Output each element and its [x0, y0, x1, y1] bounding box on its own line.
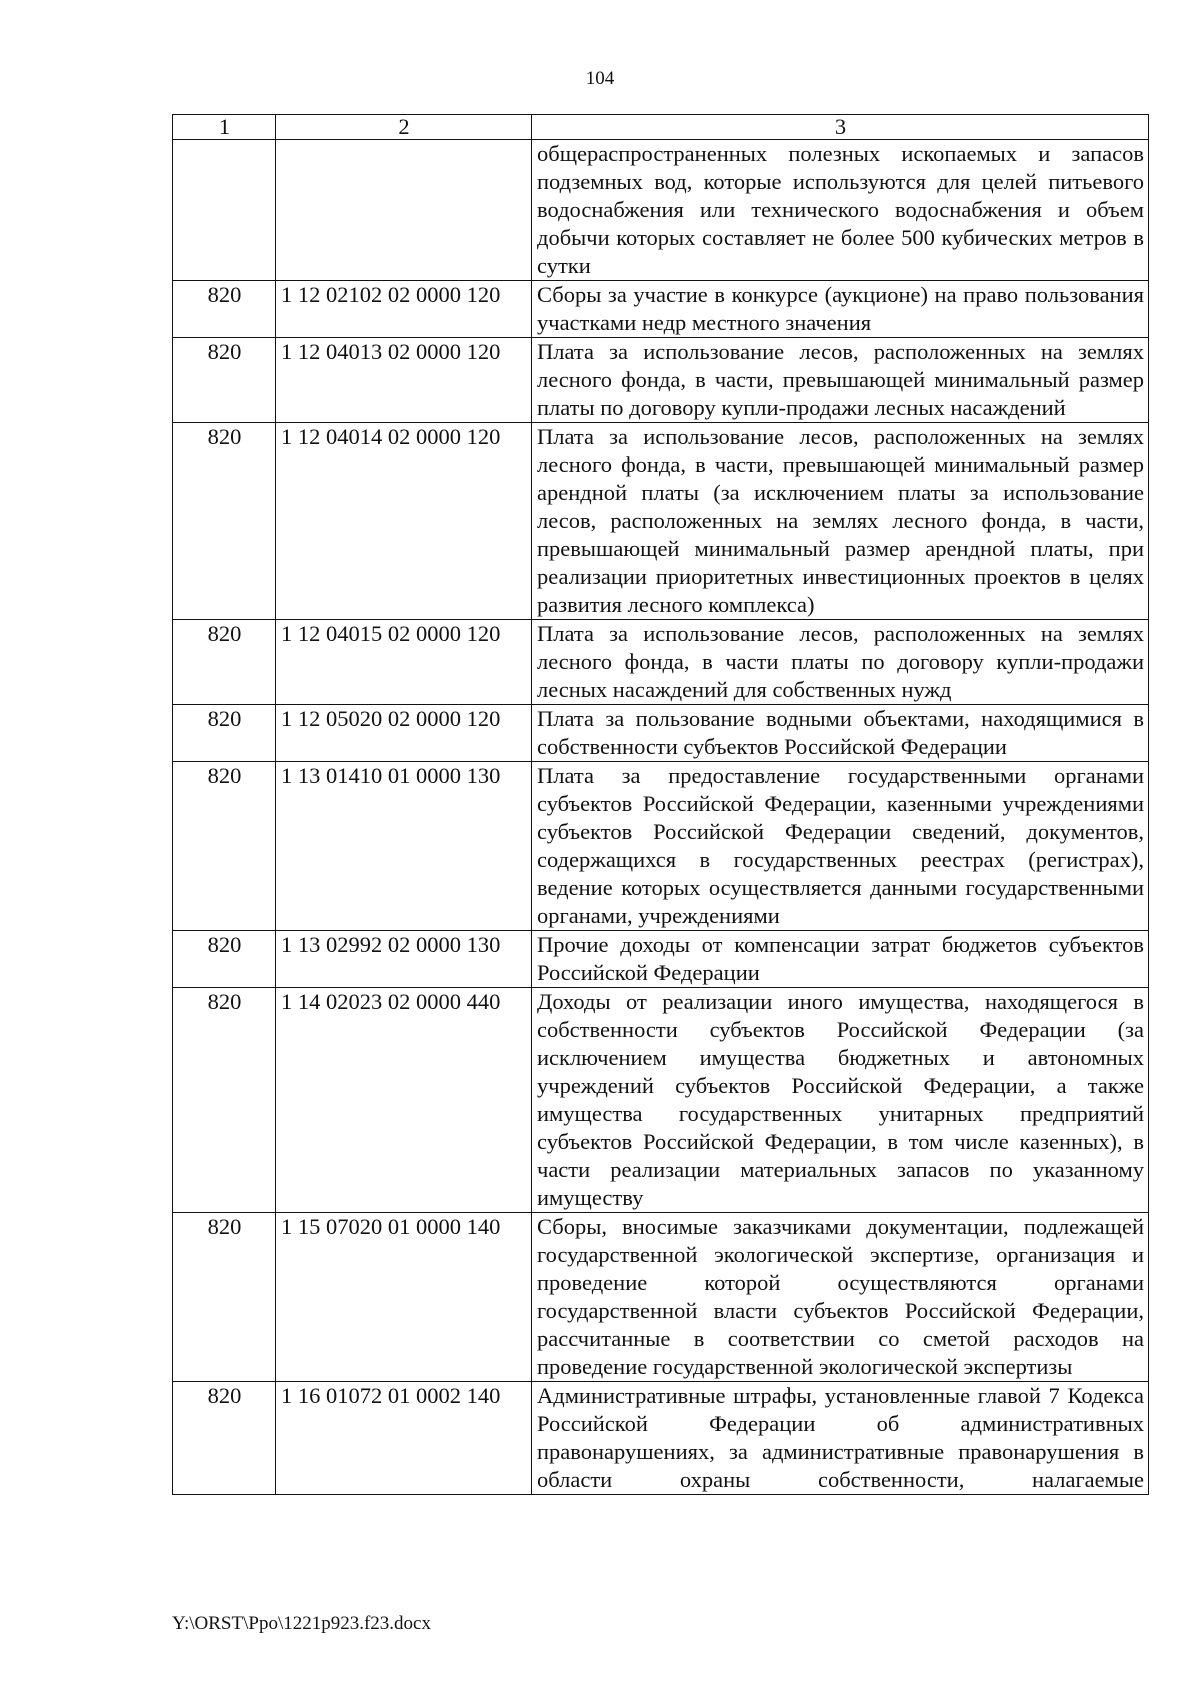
- budget-code-cell: [276, 140, 532, 281]
- page-number: 104: [585, 68, 615, 89]
- table-row: [173, 988, 1149, 1213]
- budget-code-cell: 1 12 02102 02 0000 120: [276, 281, 532, 338]
- description-cell: Плата за пользование водными объектами, находящимися в собственности субъектов Российской Федерации: [532, 705, 1149, 762]
- admin-code-cell: [173, 140, 276, 281]
- admin-code-cell: 820: [173, 423, 276, 620]
- revenue-codes-table: [172, 114, 1149, 1495]
- budget-code-cell: 1 16 01072 01 0002 140: [276, 1382, 532, 1495]
- description-cell: Плата за использование лесов, расположенных на землях лесного фонда, в части, превышающей минимальный размер арендной платы (за исключением платы за использование лесов, расположенных на землях лесного фонда, в части, превышающей минимальный размер арендной платы, при реализации приоритетных инвестиционных проектов в целях развития лесного комплекса): [532, 423, 1149, 620]
- table-row: [173, 931, 1149, 988]
- budget-code-cell: 1 15 07020 01 0000 140: [276, 1213, 532, 1382]
- admin-code-cell: 820: [173, 762, 276, 931]
- admin-code-cell: 820: [173, 931, 276, 988]
- admin-code-cell: 820: [173, 338, 276, 423]
- table-row: [173, 281, 1149, 338]
- table-row: [173, 140, 1149, 281]
- description-cell: Плата за использование лесов, расположенных на землях лесного фонда, в части платы по договору купли-продажи лесных насаждений для собственных нужд: [532, 620, 1149, 705]
- admin-code-cell: 820: [173, 705, 276, 762]
- header-cell-2: 2: [276, 115, 532, 140]
- header-cell-1: 1: [173, 115, 276, 140]
- budget-code-cell: 1 14 02023 02 0000 440: [276, 988, 532, 1213]
- header-cell-3: 3: [532, 115, 1149, 140]
- budget-code-cell: 1 13 02992 02 0000 130: [276, 931, 532, 988]
- budget-code-cell: 1 12 05020 02 0000 120: [276, 705, 532, 762]
- description-cell: Плата за предоставление государственными органами субъектов Российской Федерации, казенными учреждениями субъектов Российской Федерации сведений, документов, содержащихся в государственных реестрах (регистрах), ведение которых осуществляется данными государственными органами, учреждениями: [532, 762, 1149, 931]
- table-row: [173, 1382, 1149, 1495]
- table-row: [173, 762, 1149, 931]
- description-cell: Прочие доходы от компенсации затрат бюджетов субъектов Российской Федерации: [532, 931, 1149, 988]
- table-row: [173, 423, 1149, 620]
- description-cell: Административные штрафы, установленные главой 7 Кодекса Российской Федерации об административных правонарушениях, за административные правонарушения в области охраны собственности, налагаемые: [532, 1382, 1149, 1495]
- admin-code-cell: 820: [173, 988, 276, 1213]
- table-row: [173, 338, 1149, 423]
- table-row: [173, 1213, 1149, 1382]
- admin-code-cell: 820: [173, 1382, 276, 1495]
- description-cell: Плата за использование лесов, расположенных на землях лесного фонда, в части, превышающей минимальный размер платы по договору купли-продажи лесных насаждений: [532, 338, 1149, 423]
- table-header-row: [173, 115, 1149, 140]
- description-cell: Сборы за участие в конкурсе (аукционе) на право пользования участками недр местного значения: [532, 281, 1149, 338]
- admin-code-cell: 820: [173, 620, 276, 705]
- description-cell: общераспространенных полезных ископаемых и запасов подземных вод, которые используются для целей питьевого водоснабжения или технического водоснабжения и объем добычи которых составляет не более 500 кубических метров в сутки: [532, 140, 1149, 281]
- admin-code-cell: 820: [173, 1213, 276, 1382]
- description-cell: Сборы, вносимые заказчиками документации, подлежащей государственной экологической экспертизе, организация и проведение которой осуществляются органами государственной власти субъектов Российской Федерации, рассчитанные в соответствии со сметой расходов на проведение государственной экологической экспертизы: [532, 1213, 1149, 1382]
- budget-code-cell: 1 12 04015 02 0000 120: [276, 620, 532, 705]
- description-cell: Доходы от реализации иного имущества, находящегося в собственности субъектов Российской Федерации (за исключением имущества бюджетных и автономных учреждений субъектов Российской Федерации, а также имущества государственных унитарных предприятий субъектов Российской Федерации, в том числе казенных), в части реализации материальных запасов по указанному имуществу: [532, 988, 1149, 1213]
- budget-code-cell: 1 13 01410 01 0000 130: [276, 762, 532, 931]
- budget-code-cell: 1 12 04013 02 0000 120: [276, 338, 532, 423]
- table-row: [173, 620, 1149, 705]
- file-path-footer: Y:\ORST\Ppo\1221p923.f23.docx: [172, 1613, 431, 1634]
- table-row: [173, 705, 1149, 762]
- table-body: [173, 115, 1149, 1495]
- budget-code-cell: 1 12 04014 02 0000 120: [276, 423, 532, 620]
- admin-code-cell: 820: [173, 281, 276, 338]
